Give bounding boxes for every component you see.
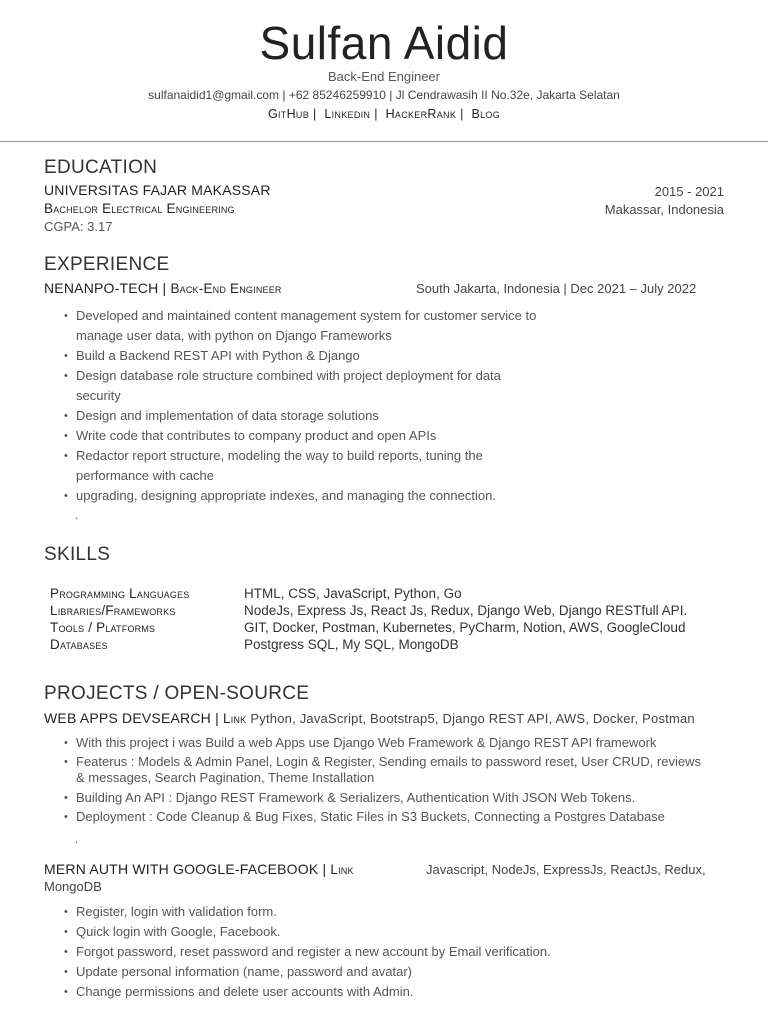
table-row (50, 585, 687, 602)
profile-links (0, 107, 768, 121)
project-tech: Javascript, NodeJs, ExpressJs, ReactJs, Redux, (426, 862, 706, 877)
list-item: • Quick login with Google, Facebook. (64, 922, 704, 942)
skill-value: NodeJs, Express Js, React Js, Redux, Django Web, Django RESTfull API. (244, 603, 688, 618)
project-separator: | (215, 710, 219, 726)
list-item: • Developed and maintained content management system for customer service to manage user data, with python on Django Frameworks (64, 306, 544, 346)
link-blog[interactable]: Blog (471, 107, 501, 121)
list-item: • upgrading, designing appropriate indexes, and managing the connection. (64, 486, 544, 506)
table-row (50, 636, 687, 653)
link-github[interactable]: GitHub (267, 107, 310, 121)
project-tech: Python, JavaScript, Bootstrap5, Django REST API, AWS, Docker, Postman (250, 711, 695, 726)
experience-trailing: . (75, 508, 79, 522)
table-row (50, 602, 687, 619)
education-degree: Bachelor Electrical Engineering (44, 201, 235, 216)
project-bullets (64, 734, 704, 827)
header-divider (0, 141, 768, 142)
project-link[interactable]: Link (330, 862, 354, 877)
link-hackerrank[interactable]: HackerRank (385, 107, 457, 121)
skill-label: Libraries/Frameworks (50, 603, 176, 618)
project-heading (44, 710, 695, 726)
link-separator: | (313, 107, 317, 121)
education-years: 2015 - 2021 (654, 184, 724, 199)
list-item: • Update personal information (name, password and avatar) (64, 962, 704, 982)
experience-separator: | (162, 280, 167, 296)
skill-value: HTML, CSS, JavaScript, Python, Go (244, 586, 462, 601)
skills-title: SKILLS (44, 544, 111, 565)
candidate-name: Sulfan Aidid (259, 17, 509, 69)
education-gpa: CGPA: 3.17 (44, 219, 113, 234)
skill-label: Programming Languages (50, 586, 190, 601)
education-school: UNIVERSITAS FAJAR MAKASSAR (44, 182, 271, 198)
project-name: WEB APPS DEVSEARCH (44, 710, 211, 726)
project-separator: | (322, 861, 327, 877)
experience-heading (44, 280, 282, 296)
experience-meta: South Jakarta, Indonesia | Dec 2021 – July 2022 (416, 281, 697, 296)
project-heading (44, 861, 354, 877)
list-item: • Build a Backend REST API with Python & Django (64, 346, 544, 366)
contact-line: sulfanaidid1@gmail.com | +62 85246259910 | Jl Cendrawasih II No.32e, Jakarta Selatan (148, 88, 620, 102)
list-item: • Write code that contributes to company product and open APIs (64, 426, 544, 446)
education-title: EDUCATION (44, 157, 158, 178)
candidate-role: Back-End Engineer (327, 69, 440, 84)
skill-label: Databases (50, 637, 108, 652)
education-location: Makassar, Indonesia (604, 202, 724, 217)
experience-position: Back-End Engineer (170, 281, 282, 296)
project-name: MERN AUTH WITH GOOGLE-FACEBOOK (44, 861, 319, 877)
projects-title: PROJECTS / OPEN-SOURCE (44, 683, 310, 704)
link-linkedin[interactable]: Linkedin (324, 107, 371, 121)
link-separator: | (374, 107, 378, 121)
project-tech-continued: MongoDB (44, 879, 102, 894)
list-item: • Register, login with validation form. (64, 902, 704, 922)
experience-company: NENANPO-TECH (44, 280, 159, 296)
list-item: • Building An API : Django REST Framework & Serializers, Authentication With JSON Web Tokens. (64, 789, 704, 808)
list-item: • Design and implementation of data storage solutions (64, 406, 544, 426)
list-item: • Change permissions and delete user accounts with Admin. (64, 982, 704, 1002)
skill-value: GIT, Docker, Postman, Kubernetes, PyCharm, Notion, AWS, GoogleCloud (244, 620, 686, 635)
list-item: • Design database role structure combined with project deployment for data security (64, 366, 544, 406)
project-link[interactable]: Link (223, 711, 247, 726)
skill-label: Tools / Platforms (50, 620, 156, 635)
experience-bullets (64, 306, 544, 506)
skills-table (50, 585, 687, 653)
table-row (50, 619, 687, 636)
list-item: • Deployment : Code Cleanup & Bug Fixes, Static Files in S3 Buckets, Connecting a Postgres Database (64, 808, 704, 827)
skill-value: Postgress SQL, My SQL, MongoDB (244, 637, 459, 652)
list-item: • Forgot password, reset password and register a new account by Email verification. (64, 942, 704, 962)
link-separator: | (460, 107, 464, 121)
list-item: • With this project i was Build a web Apps use Django Web Framework & Django REST API framework (64, 734, 704, 753)
experience-title: EXPERIENCE (44, 254, 170, 275)
project-trailing: . (75, 832, 79, 846)
list-item: • Featerus : Models & Admin Panel, Login & Register, Sending emails to password reset, User CRUD, reviews & messages, Search Pagination, Theme Installation (64, 754, 704, 786)
project-bullets (64, 902, 704, 1002)
list-item: • Redactor report structure, modeling the way to build reports, tuning the performance with cache (64, 446, 544, 486)
